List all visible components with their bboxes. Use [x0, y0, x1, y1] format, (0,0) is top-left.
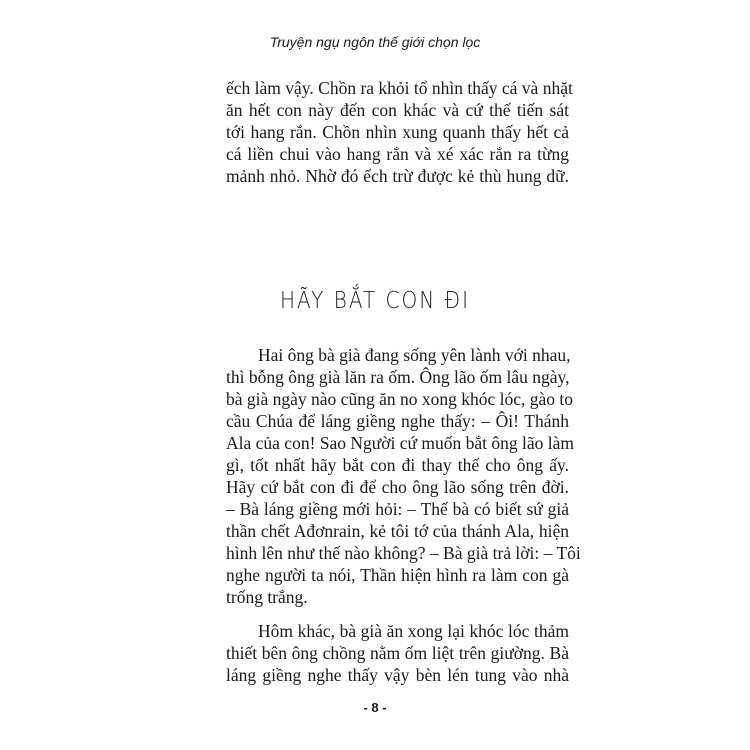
- text-line: Hãy cứ bắt con đi để cho ông lão sống trên đời.: [226, 477, 569, 497]
- text-line: cá liền chui vào hang rắn và xé xác rắn ra từng: [226, 144, 569, 164]
- text-line: trống trắng.: [226, 587, 308, 607]
- text-line: gì, tốt nhất hãy bắt con đi thay thế cho ông ấy.: [226, 455, 569, 475]
- text-line: Hôm khác, bà già ăn xong lại khóc lóc thảm: [258, 621, 569, 641]
- text-line: tới hang rắn. Chồn nhìn xung quanh thấy hết cả: [226, 122, 569, 142]
- text-line: hình lên như thế nào không? – Bà già trả lời: – Tôi: [226, 543, 581, 563]
- page-number: - 8 -: [363, 700, 387, 715]
- running-header: Truyện ngụ ngôn thế giới chọn lọc: [269, 34, 481, 50]
- text-line: – Bà láng giềng mới hỏi: – Thế bà có biết sứ giả: [226, 499, 569, 519]
- text-line: láng giềng nghe thấy vậy bèn lén tung vào nhà: [226, 665, 569, 685]
- text-line: ếch làm vậy. Chồn ra khỏi tổ nhìn thấy cá và nhặt: [226, 78, 573, 98]
- text-line: thiết bên ông chồng nằm ốm liệt trên giường. Bà: [226, 643, 569, 663]
- story-title: HÃY BẮT CON ĐI: [280, 286, 470, 314]
- text-line: Hai ông bà già đang sống yên lành với nhau,: [258, 345, 571, 365]
- text-line: mảnh nhỏ. Nhờ đó ếch trừ được kẻ thù hung dữ.: [226, 166, 569, 186]
- text-line: thì bỗng ông già lăn ra ốm. Ông lão ốm lâu ngày,: [226, 367, 570, 387]
- text-line: Ala của con! Sao Người cứ muốn bắt ông lão làm: [226, 433, 575, 453]
- text-line: cầu Chúa để láng giềng nghe thấy: – Ôi! Thánh: [226, 411, 569, 431]
- text-line: nghe người ta nói, Thần hiện hình ra làm con gà: [226, 565, 569, 585]
- text-line: thần chết Ađơnrain, kẻ tôi tớ của thánh Ala, hiện: [226, 521, 569, 541]
- text-line: ăn hết con này đến con khác và cứ thế tiến sát: [226, 100, 569, 120]
- text-line: bà già ngày nào cũng ăn no xong khóc lóc, gào to: [226, 389, 573, 409]
